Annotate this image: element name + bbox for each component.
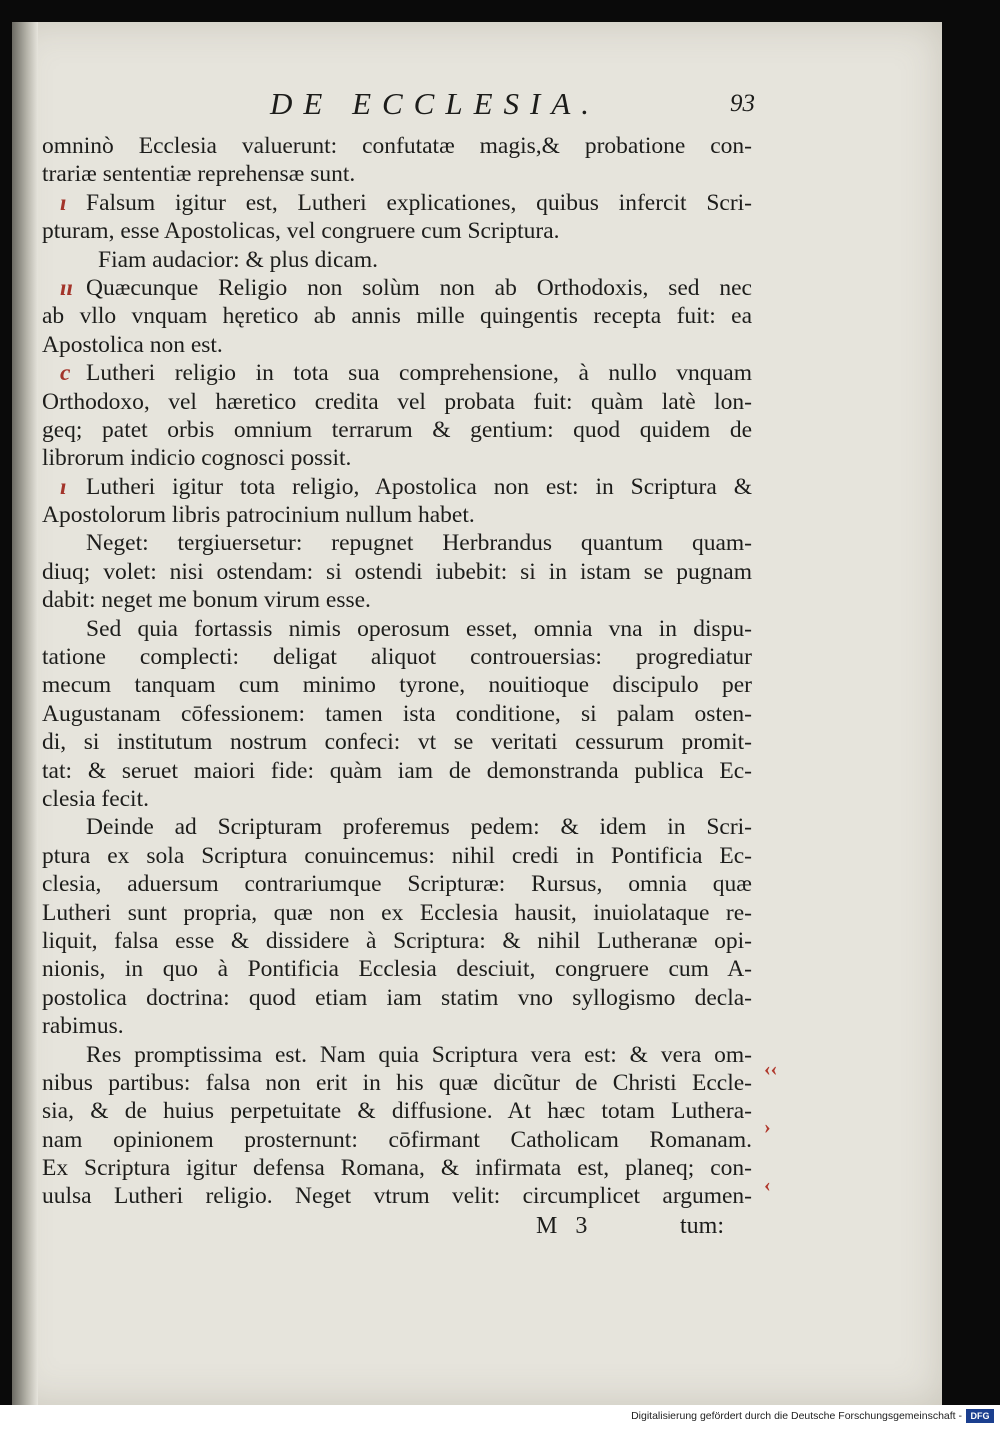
line-text: Sed quia fortassis nimis operosum esset, omnia vna in dispu-	[86, 615, 752, 642]
text-line	[42, 955, 754, 983]
text-line	[42, 870, 754, 898]
paragraph-marker: ı	[60, 473, 67, 500]
line-text: nionis, in quo à Pontificia Ecclesia desciuit, congruere cum A-	[42, 956, 752, 983]
text-line	[42, 217, 754, 245]
text-line	[42, 1012, 754, 1040]
text-line	[42, 700, 754, 728]
line-text: tatione complecti: deligat aliquot controuersias: progrediatur	[42, 644, 752, 671]
text-line	[42, 899, 754, 927]
text-line	[42, 529, 754, 557]
line-text: diuq; volet: nisi ostendam: si ostendi iubebit: si in istam se pugnam	[42, 558, 752, 585]
line-text: Lutheri sunt propria, quæ non ex Ecclesia hausit, inuiolataque re-	[42, 899, 752, 926]
text-line	[42, 558, 754, 586]
footer-bar	[0, 1405, 1000, 1429]
text-line	[42, 501, 754, 529]
body-text	[42, 132, 754, 1211]
text-line	[42, 984, 754, 1012]
line-text: nam opinionem prosternunt: cōfirmant Catholicam Romanam.	[42, 1126, 752, 1153]
line-text: omninò Ecclesia valuerunt: confutatæ magis,& probatione con-	[42, 133, 752, 159]
text-line	[42, 1182, 754, 1210]
text-line	[42, 331, 754, 359]
line-text: Neget: tergiuersetur: repugnet Herbrandus quantum quam-	[86, 530, 752, 557]
line-text: nibus partibus: falsa non erit in his quæ dicũtur de Christi Eccle-	[42, 1069, 752, 1096]
line-text: ab vllo vnquam hęretico ab annis mille quingentis recepta fuit: ea	[42, 303, 752, 330]
line-text: geq; patet orbis omnium terrarum & gentium: quod quidem de	[42, 416, 752, 443]
text-line	[42, 671, 754, 699]
line-text: Apostolica non est.	[42, 331, 223, 358]
page-gutter-shadow	[12, 22, 38, 1405]
margin-mark: ‹	[764, 1174, 771, 1196]
margin-mark: ›	[764, 1116, 771, 1138]
text-line	[42, 359, 754, 387]
line-text: uulsa Lutheri religio. Neget vtrum velit: circumplicet argumen-	[42, 1183, 752, 1210]
line-text: Lutheri religio in tota sua comprehensione, à nullo vnquam	[86, 360, 752, 387]
line-text: Fiam audacior: & plus dicam.	[98, 246, 378, 273]
line-text: clesia fecit.	[42, 785, 149, 812]
text-line	[42, 160, 754, 188]
line-text: librorum indicio cognosci possit.	[42, 445, 352, 472]
paragraph-marker: c	[60, 360, 71, 387]
text-line	[42, 927, 754, 955]
text-line	[42, 246, 754, 274]
line-text: Deinde ad Scripturam proferemus pedem: & idem in Scri-	[86, 814, 752, 841]
line-text: dabit: neget me bonum virum esse.	[42, 587, 371, 614]
text-line	[42, 1154, 754, 1182]
text-line	[42, 728, 754, 756]
running-head	[12, 86, 942, 130]
text-line	[42, 757, 754, 785]
text-line	[42, 473, 754, 501]
text-line	[42, 586, 754, 614]
line-text: Lutheri igitur tota religio, Apostolica non est: in Scriptura &	[86, 473, 752, 500]
text-line	[42, 842, 754, 870]
line-text: trariæ sententiæ reprehensæ sunt.	[42, 161, 356, 188]
margin-mark: ‹‹	[764, 1058, 778, 1080]
text-line	[42, 615, 754, 643]
paragraph-marker: ıı	[60, 274, 74, 301]
line-text: mecum tanquam cum minimo tyrone, nouitioque discipulo per	[42, 672, 752, 699]
signature-mark: M 3	[536, 1213, 594, 1240]
line-text: ptura ex sola Scriptura conuincemus: nihil credi in Pontificia Ec-	[42, 842, 752, 869]
line-text: tat: & seruet maiori fide: quàm iam de demonstranda publica Ec-	[42, 757, 752, 784]
text-line	[42, 274, 754, 302]
line-text: sia, & de huius perpetuitate & diffusione. At hæc totam Luthera-	[42, 1098, 752, 1125]
text-line	[42, 813, 754, 841]
running-head-title: DE ECCLESIA.	[270, 86, 601, 121]
line-text: Augustanam cōfessionem: tamen ista conditione, si palam osten-	[42, 700, 752, 727]
catchline	[12, 1213, 724, 1243]
book-page	[12, 22, 942, 1405]
text-line	[42, 1041, 754, 1069]
line-text: Falsum igitur est, Lutheri explicationes, quibus infercit Scri-	[86, 189, 752, 216]
funding-notice: Digitalisierung gefördert durch die Deutsche Forschungsgemeinschaft -	[631, 1410, 962, 1422]
text-line	[42, 643, 754, 671]
paragraph-marker: ı	[60, 189, 67, 216]
text-line	[42, 1097, 754, 1125]
line-text: pturam, esse Apostolicas, vel congruere cum Scriptura.	[42, 218, 560, 245]
line-text: Apostolorum libris patrocinium nullum habet.	[42, 502, 475, 529]
text-line	[42, 132, 754, 160]
line-text: rabimus.	[42, 1013, 124, 1040]
line-text: liquit, falsa esse & dissidere à Scriptura: & nihil Lutheranæ opi-	[42, 927, 752, 954]
text-line	[42, 1069, 754, 1097]
catchword: tum:	[680, 1213, 725, 1240]
line-text: Quæcunque Religio non solùm non ab Orthodoxis, sed nec	[86, 274, 752, 301]
text-line	[42, 189, 754, 217]
text-line	[42, 416, 754, 444]
line-text: clesia, aduersum contrariumque Scripturæ: Rursus, omnia quæ	[42, 871, 752, 898]
line-text: postolica doctrina: quod etiam iam statim vno syllogismo decla-	[42, 984, 752, 1011]
dfg-logo: DFG	[966, 1409, 994, 1423]
line-text: Res promptissima est. Nam quia Scriptura vera est: & vera om-	[86, 1041, 752, 1068]
text-line	[42, 1126, 754, 1154]
line-text: Orthodoxo, vel hæretico credita vel probata fuit: quàm latè lon-	[42, 388, 752, 415]
text-line	[42, 388, 754, 416]
page-number: 93	[730, 90, 755, 117]
text-line	[42, 444, 754, 472]
line-text: di, si institutum nostrum confeci: vt se veritati cessurum promit-	[42, 729, 752, 756]
line-text: Ex Scriptura igitur defensa Romana, & infirmata est, planeq; con-	[42, 1155, 752, 1182]
text-line	[42, 785, 754, 813]
text-line	[42, 302, 754, 330]
